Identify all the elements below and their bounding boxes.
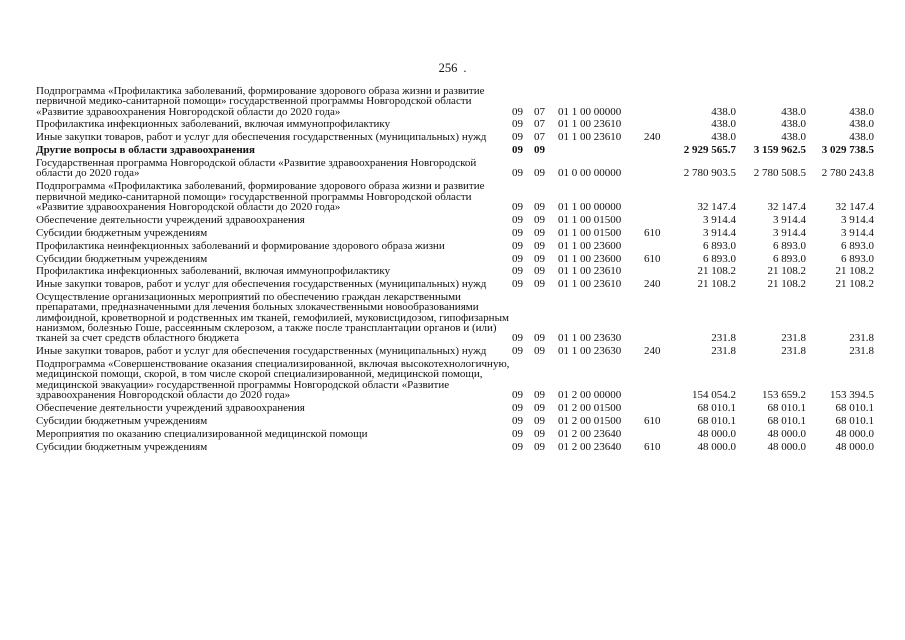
amount-year-1: 438.0 <box>711 118 736 131</box>
target-article-code: 01 2 00 01500 <box>558 414 622 427</box>
amount-year-1: 2 780 903.5 <box>683 167 736 180</box>
page-mark: . <box>463 61 467 75</box>
amount-year-3: 438.0 <box>849 118 874 131</box>
expense-type-code <box>644 429 674 442</box>
page-number-value: 256 <box>438 61 458 75</box>
amount-year-2: 231.8 <box>781 345 806 358</box>
table-row <box>36 403 874 416</box>
amount-year-1: 438.0 <box>711 131 736 144</box>
expense-type-code: 610 <box>644 414 661 427</box>
subsection-code: 09 <box>534 200 545 213</box>
amount-year-1: 6 893.0 <box>703 252 736 265</box>
row-name: Подпрограмма «Профилактика заболеваний, формирование здорового образа жизни и развитие первичной медико-санитарной помощи» государственной программы Новгородской области «Развитие здравоохранения Новгородской области до 2020 года» <box>36 85 485 118</box>
amount-year-1: 231.8 <box>711 345 736 358</box>
amount-year-1: 48 000.0 <box>697 440 736 453</box>
subsection-code: 09 <box>534 239 545 252</box>
amount-year-3: 438.0 <box>849 105 874 118</box>
target-article-code: 01 0 00 00000 <box>558 167 622 180</box>
expense-type-code <box>644 292 674 346</box>
amount-year-2: 32 147.4 <box>767 200 806 213</box>
section-code: 09 <box>512 200 523 213</box>
row-name: Субсидии бюджетным учреждениям <box>36 252 208 265</box>
table-row <box>36 158 874 181</box>
target-article-code: 01 1 00 00000 <box>558 105 622 118</box>
table-row <box>36 181 874 214</box>
expense-type-code <box>644 86 674 119</box>
subsection-code: 07 <box>534 131 545 144</box>
amount-year-2: 2 780 508.5 <box>753 167 806 180</box>
budget-table-body <box>36 86 874 454</box>
expense-type-code <box>644 158 674 181</box>
amount-year-3: 231.8 <box>849 345 874 358</box>
section-code: 09 <box>512 440 523 453</box>
amount-year-2: 3 159 962.5 <box>753 144 806 157</box>
amount-year-3: 2 780 243.8 <box>821 167 874 180</box>
table-row <box>36 429 874 442</box>
row-name: Мероприятия по оказанию специализированной медицинской помощи <box>36 427 368 440</box>
amount-year-2: 3 914.4 <box>773 226 806 239</box>
subsection-code: 09 <box>534 427 545 440</box>
subsection-code: 09 <box>534 389 545 402</box>
target-article-code: 01 1 00 00000 <box>558 200 622 213</box>
amount-year-2: 153 659.2 <box>762 389 806 402</box>
amount-year-1: 3 914.4 <box>703 213 736 226</box>
section-code: 09 <box>512 131 523 144</box>
expense-type-code: 610 <box>644 440 661 453</box>
subsection-code: 07 <box>534 118 545 131</box>
table-row <box>36 442 874 455</box>
amount-year-3: 438.0 <box>849 131 874 144</box>
target-article-code: 01 1 00 23630 <box>558 345 622 358</box>
amount-year-1: 438.0 <box>711 105 736 118</box>
amount-year-2: 438.0 <box>781 105 806 118</box>
section-code: 09 <box>512 427 523 440</box>
section-code: 09 <box>512 252 523 265</box>
expense-type-code <box>644 181 674 214</box>
amount-year-2: 3 914.4 <box>773 213 806 226</box>
target-article-code <box>558 145 644 158</box>
section-code: 09 <box>512 389 523 402</box>
amount-year-3: 3 029 738.5 <box>821 144 874 157</box>
table-row <box>36 359 874 403</box>
section-code: 09 <box>512 332 523 345</box>
amount-year-3: 48 000.0 <box>835 427 874 440</box>
subsection-code: 09 <box>534 252 545 265</box>
budget-table <box>36 86 874 454</box>
amount-year-3: 32 147.4 <box>835 200 874 213</box>
target-article-code: 01 1 00 23600 <box>558 239 622 252</box>
expense-type-code: 240 <box>644 345 661 358</box>
section-code: 09 <box>512 226 523 239</box>
target-article-code: 01 1 00 23610 <box>558 265 622 278</box>
amount-year-3: 3 914.4 <box>841 213 874 226</box>
amount-year-3: 6 893.0 <box>841 239 874 252</box>
target-article-code: 01 1 00 01500 <box>558 213 622 226</box>
amount-year-2: 21 108.2 <box>767 265 806 278</box>
target-article-code: 01 1 00 01500 <box>558 226 622 239</box>
amount-year-1: 68 010.1 <box>697 414 736 427</box>
target-article-code: 01 1 00 23610 <box>558 131 622 144</box>
row-name: Государственная программа Новгородской области «Развитие здравоохранения Новгородской области до 2020 года» <box>36 157 477 180</box>
subsection-code: 09 <box>534 401 545 414</box>
section-code: 09 <box>512 345 523 358</box>
subsection-code: 09 <box>534 345 545 358</box>
target-article-code: 01 1 00 23610 <box>558 278 622 291</box>
subsection-code: 09 <box>534 265 545 278</box>
amount-year-2: 68 010.1 <box>767 401 806 414</box>
amount-year-3: 153 394.5 <box>830 389 874 402</box>
target-article-code: 01 2 00 00000 <box>558 389 622 402</box>
subsection-code: 09 <box>534 332 545 345</box>
amount-year-1: 2 929 565.7 <box>683 144 736 157</box>
amount-year-3: 3 914.4 <box>841 226 874 239</box>
expense-type-code: 240 <box>644 131 661 144</box>
table-row <box>36 215 874 228</box>
expense-type-code <box>644 145 674 158</box>
target-article-code: 01 1 00 23630 <box>558 332 622 345</box>
subsection-code: 09 <box>534 213 545 226</box>
amount-year-3: 21 108.2 <box>835 265 874 278</box>
row-name: Субсидии бюджетным учреждениям <box>36 226 208 239</box>
amount-year-2: 438.0 <box>781 118 806 131</box>
section-code: 09 <box>512 414 523 427</box>
table-row <box>36 416 874 429</box>
amount-year-3: 68 010.1 <box>835 401 874 414</box>
table-row <box>36 241 874 254</box>
expense-type-code: 610 <box>644 226 661 239</box>
amount-year-3: 231.8 <box>849 332 874 345</box>
section-code: 09 <box>512 144 523 157</box>
amount-year-2: 6 893.0 <box>773 239 806 252</box>
amount-year-1: 6 893.0 <box>703 239 736 252</box>
subsection-code: 09 <box>534 144 545 157</box>
section-code: 09 <box>512 278 523 291</box>
amount-year-1: 68 010.1 <box>697 401 736 414</box>
target-article-code: 01 2 00 23640 <box>558 427 622 440</box>
amount-year-3: 6 893.0 <box>841 252 874 265</box>
target-article-code: 01 2 00 23640 <box>558 440 622 453</box>
row-name: Профилактика инфекционных заболеваний, включая иммунопрофилактику <box>36 118 391 131</box>
row-name: Подпрограмма «Совершенствование оказания специализированной, включая высокотехнологичную, медицинской помощи, скорой, в том числе скорой специализированной, медицинской помощи, медицинской эвакуации» государственной программы Новгородской области «Развитие здравоохранения Новгородской области до 2020 года» <box>36 358 510 402</box>
amount-year-1: 48 000.0 <box>697 427 736 440</box>
row-name: Профилактика неинфекционных заболеваний и формирование здорового образа жизни <box>36 239 445 252</box>
expense-type-code <box>644 215 674 228</box>
section-code: 09 <box>512 265 523 278</box>
subsection-code: 09 <box>534 440 545 453</box>
table-row <box>36 292 874 346</box>
row-name: Обеспечение деятельности учреждений здравоохранения <box>36 401 305 414</box>
row-name: Иные закупки товаров, работ и услуг для обеспечения государственных (муниципальных) нужд <box>36 345 487 358</box>
row-name: Подпрограмма «Профилактика заболеваний, формирование здорового образа жизни и развитие первичной медико-санитарной помощи» государственной программы Новгородской области «Развитие здравоохранения Новгородской области до 2020 года» <box>36 180 485 213</box>
amount-year-2: 48 000.0 <box>767 440 806 453</box>
amount-year-2: 68 010.1 <box>767 414 806 427</box>
amount-year-2: 231.8 <box>781 332 806 345</box>
amount-year-1: 154 054.2 <box>692 389 736 402</box>
section-code: 09 <box>512 167 523 180</box>
subsection-code: 07 <box>534 105 545 118</box>
subsection-code: 09 <box>534 278 545 291</box>
amount-year-3: 21 108.2 <box>835 278 874 291</box>
section-code: 09 <box>512 213 523 226</box>
row-name: Иные закупки товаров, работ и услуг для обеспечения государственных (муниципальных) нужд <box>36 131 487 144</box>
table-row <box>36 228 874 241</box>
amount-year-2: 438.0 <box>781 131 806 144</box>
section-code: 09 <box>512 401 523 414</box>
section-code: 09 <box>512 239 523 252</box>
amount-year-1: 231.8 <box>711 332 736 345</box>
expense-type-code <box>644 359 674 403</box>
row-name: Профилактика инфекционных заболеваний, включая иммунопрофилактику <box>36 265 391 278</box>
target-article-code: 01 1 00 23610 <box>558 118 622 131</box>
section-code: 09 <box>512 105 523 118</box>
expense-type-code: 240 <box>644 278 661 291</box>
amount-year-2: 48 000.0 <box>767 427 806 440</box>
subsection-code: 09 <box>534 226 545 239</box>
row-name: Субсидии бюджетным учреждениям <box>36 414 208 427</box>
section-code: 09 <box>512 118 523 131</box>
subsection-code: 09 <box>534 167 545 180</box>
amount-year-3: 68 010.1 <box>835 414 874 427</box>
expense-type-code <box>644 241 674 254</box>
subsection-code: 09 <box>534 414 545 427</box>
row-name: Иные закупки товаров, работ и услуг для обеспечения государственных (муниципальных) нужд <box>36 278 487 291</box>
row-name: Субсидии бюджетным учреждениям <box>36 440 208 453</box>
amount-year-1: 21 108.2 <box>697 265 736 278</box>
amount-year-1: 21 108.2 <box>697 278 736 291</box>
expense-type-code: 610 <box>644 252 661 265</box>
amount-year-1: 3 914.4 <box>703 226 736 239</box>
target-article-code: 01 1 00 23600 <box>558 252 622 265</box>
amount-year-1: 32 147.4 <box>697 200 736 213</box>
amount-year-3: 48 000.0 <box>835 440 874 453</box>
row-name: Осуществление организационных мероприятий по обеспечению граждан лекарственными препаратами, предназначенными для лечения больных злокачественными новообразованиями лимфоидной, кроветворной и родственных им тканей, гемофилией, муковисцидозом, гипофизарным нанизмом, болезнью Гоше, рассеянным склерозом, а также после трансплантации органов и (или) тканей за счет средств областного бюджета <box>36 291 509 345</box>
amount-year-2: 6 893.0 <box>773 252 806 265</box>
row-name: Обеспечение деятельности учреждений здравоохранения <box>36 213 305 226</box>
page-number <box>0 61 905 76</box>
table-row <box>36 86 874 119</box>
target-article-code: 01 2 00 01500 <box>558 401 622 414</box>
row-name: Другие вопросы в области здравоохранения <box>36 144 255 157</box>
expense-type-code <box>644 403 674 416</box>
amount-year-2: 21 108.2 <box>767 278 806 291</box>
